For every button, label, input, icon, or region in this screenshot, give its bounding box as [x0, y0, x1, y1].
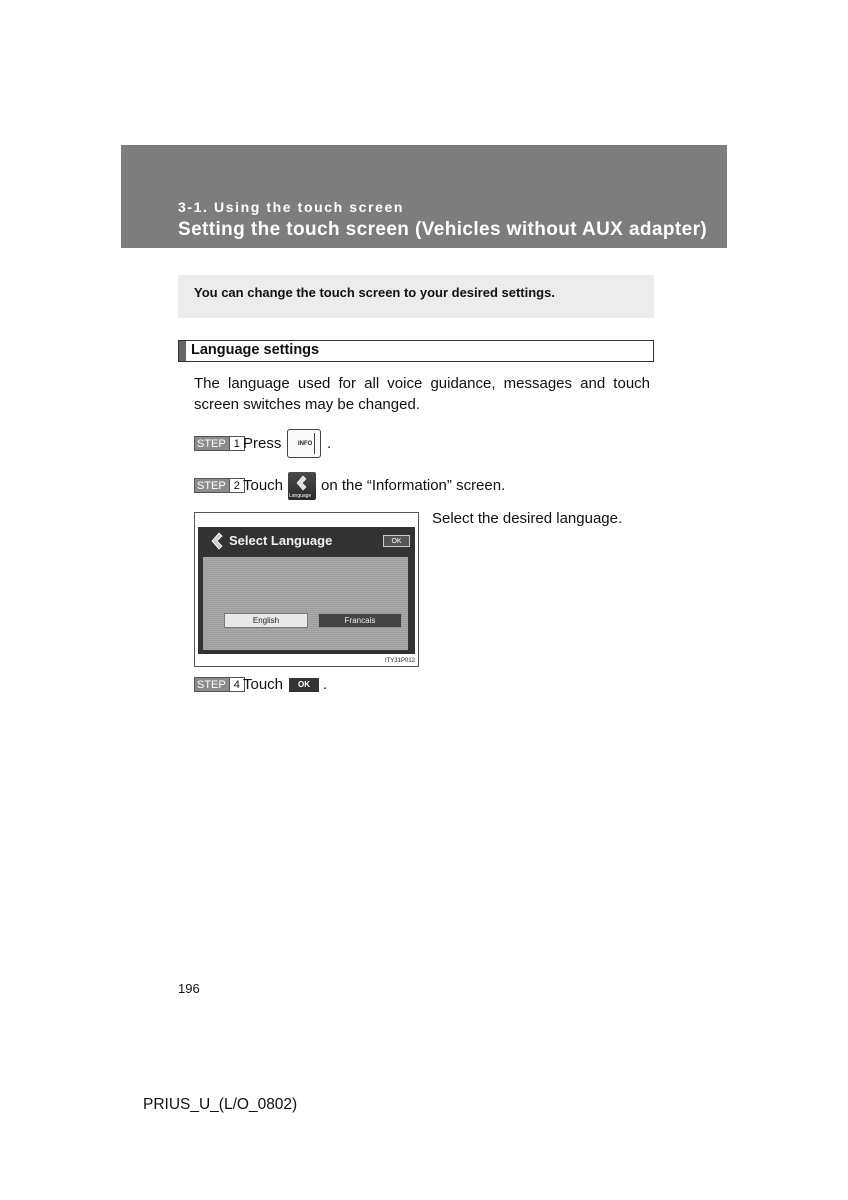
- step-badge-number: 2: [230, 478, 245, 493]
- step-2-suffix: on the “Information” screen.: [321, 477, 506, 494]
- section-number: 3-1. Using the touch screen: [178, 199, 405, 215]
- figure-code: ITY31P012: [384, 658, 415, 664]
- screen-body: [203, 557, 408, 650]
- language-icon-label: Language: [289, 493, 312, 499]
- step-badge-word: STEP: [194, 478, 230, 493]
- intro-text: You can change the touch screen to your desired settings.: [194, 285, 555, 300]
- step-badge-2: [194, 478, 245, 493]
- language-icon: [288, 472, 316, 500]
- info-key-icon: [287, 429, 321, 458]
- step-1-period: .: [327, 435, 332, 452]
- english-option-button[interactable]: English: [224, 613, 308, 628]
- body-paragraph: The language used for all voice guidance, messages and touch screen switches may be changed.: [194, 375, 650, 413]
- screen-ok-button[interactable]: OK: [383, 535, 410, 547]
- screen-title: Select Language: [229, 533, 333, 548]
- page-title: Setting the touch screen (Vehicles without AUX adapter): [178, 219, 708, 240]
- step-badge-word: STEP: [194, 436, 230, 451]
- step-badge-4: [194, 677, 245, 692]
- step-2-text: Touch: [243, 477, 284, 494]
- document-code: PRIUS_U_(L/O_0802): [143, 1096, 298, 1113]
- info-key-label: INFO: [298, 441, 313, 447]
- info-key-edge: [314, 433, 317, 454]
- touch-screen-image: [198, 527, 415, 654]
- page-number: 196: [178, 981, 200, 996]
- language-screen-icon: [208, 531, 226, 551]
- subsection-heading-label: Language settings: [191, 342, 320, 358]
- step-4-period: .: [323, 676, 328, 693]
- step-3-text: Select the desired language.: [432, 510, 623, 527]
- step-4-text: Touch: [243, 676, 284, 693]
- francais-option-button[interactable]: Francais: [318, 613, 402, 628]
- screen-figure: [194, 512, 419, 667]
- ok-button-icon: OK: [289, 678, 319, 692]
- step-badge-number: 4: [230, 677, 245, 692]
- step-badge-1: [194, 436, 245, 451]
- step-1-text: Press: [243, 435, 282, 452]
- step-badge-word: STEP: [194, 677, 230, 692]
- step-badge-number: 1: [230, 436, 245, 451]
- heading-bar: [179, 341, 186, 361]
- language-glyph-icon: [288, 472, 316, 494]
- subsection-heading: [178, 340, 654, 362]
